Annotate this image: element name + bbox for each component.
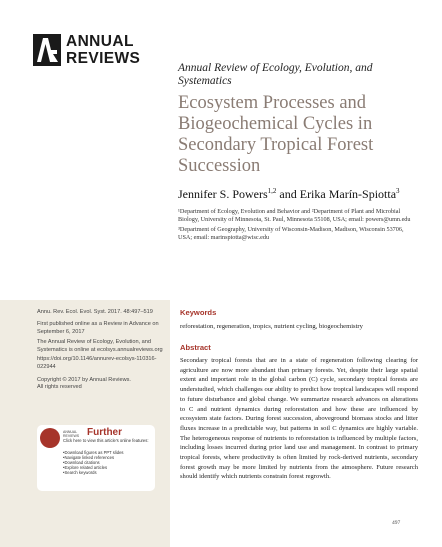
further-click-text[interactable]: Click here to view this article's online features:	[63, 438, 149, 443]
ar-logo-icon	[33, 34, 61, 66]
sidebar-citation: Annu. Rev. Ecol. Evol. Syst. 2017. 48:497–519	[37, 309, 153, 315]
further-brand-line2: REVIEWS	[63, 434, 80, 438]
abstract-heading: Abstract	[180, 343, 211, 352]
journal-name: Annual Review of Ecology, Evolution, and Systematics	[178, 62, 373, 87]
sidebar-copyright: Copyright © 2017 by Annual Reviews.	[37, 377, 131, 383]
further-item-search[interactable]: • Search keywords	[63, 470, 124, 475]
author-connector: and	[276, 187, 300, 201]
further-title: Further	[87, 427, 122, 438]
keywords-text: reforestation, regeneration, tropics, nutrient cycling, biogeochemistry	[180, 323, 363, 330]
further-item-references[interactable]: • Navigate linked references	[63, 455, 124, 460]
sidebar-panel	[0, 300, 170, 547]
further-item-related[interactable]: • Explore related articles	[63, 465, 124, 470]
page-number: 497	[392, 520, 401, 526]
logo-word-annual: ANNUAL	[66, 33, 134, 50]
annual-reviews-logo	[33, 33, 163, 73]
annual-reviews-badge-icon	[40, 428, 60, 448]
sidebar-doi-link[interactable]: https://doi.org/10.1146/annurev-ecolsys-110316-022944	[37, 356, 157, 370]
author-powers[interactable]: Jennifer S. Powers	[178, 187, 268, 201]
article-title: Ecosystem Processes and Biogeochemical Cycles in Secondary Tropical Forest Succession	[178, 93, 374, 176]
further-brand-line1: ANNUAL	[63, 430, 78, 434]
author-marin-spiotta[interactable]: Erika Marín-Spiotta	[299, 187, 397, 201]
further-item-citations[interactable]: • Download citations	[63, 460, 124, 465]
logo-word-reviews: REVIEWS	[66, 50, 141, 67]
author-marin-spiotta-affil: 3	[396, 187, 400, 195]
sidebar-journal-online[interactable]: The Annual Review of Ecology, Evolution, and Systematics is online at ecolsys.annualreviews.org	[37, 339, 163, 353]
further-brand	[63, 430, 79, 438]
abstract-text: Secondary tropical forests that are in a state of regeneration following clearing for agriculture are now more abundant than primary forests. Yet, despite their large spatial extent and important role in the global carbon (C) cycle, secondary tropical forests are understudied, which challenges our ability to predict how tropical landscapes will respond to future disturbance and global change. We summarize research advances on alterations to C and nutrient dynamics during reforestation and how these are influenced by ecosystem state factors. During forest succession, aboveground biomass stocks and litter fluxes increase in a predictable way, but patterns in soil C dynamics are highly variable. The heterogeneous response of nutrients to reforestation is influenced by multiple factors, including losses incurred during prior land use and management. In contrast to primary tropical forests, where productivity is often limited by rock-derived nutrients, secondary forest growth may be more limited by nutrients from the atmosphere. Future research should identify which nutrients constrain forest regrowth.	[180, 357, 418, 481]
author-powers-affil: 1,2	[267, 187, 277, 195]
further-item-ppt[interactable]: • Download figures as PPT slides	[63, 450, 124, 455]
author-list	[178, 187, 428, 202]
sidebar-rights: All rights reserved	[37, 384, 82, 390]
affiliation-2: ³Department of Geography, University of Wisconsin-Madison, Madison, Wisconsin 53706, USA; email: marinspiotta@wisc.edu	[178, 226, 404, 241]
keywords-heading: Keywords	[180, 308, 217, 317]
further-box[interactable]	[37, 425, 155, 491]
affiliation-1: ¹Department of Ecology, Evolution and Behavior and ²Department of Plant and Microbial Biology, University of Minnesota, St. Paul, Minnesota 55108, USA; email: powers@umn.edu	[178, 208, 411, 223]
further-feature-list	[63, 450, 124, 475]
sidebar-first-published: First published online as a Review in Advance on September 6, 2017	[37, 321, 159, 335]
